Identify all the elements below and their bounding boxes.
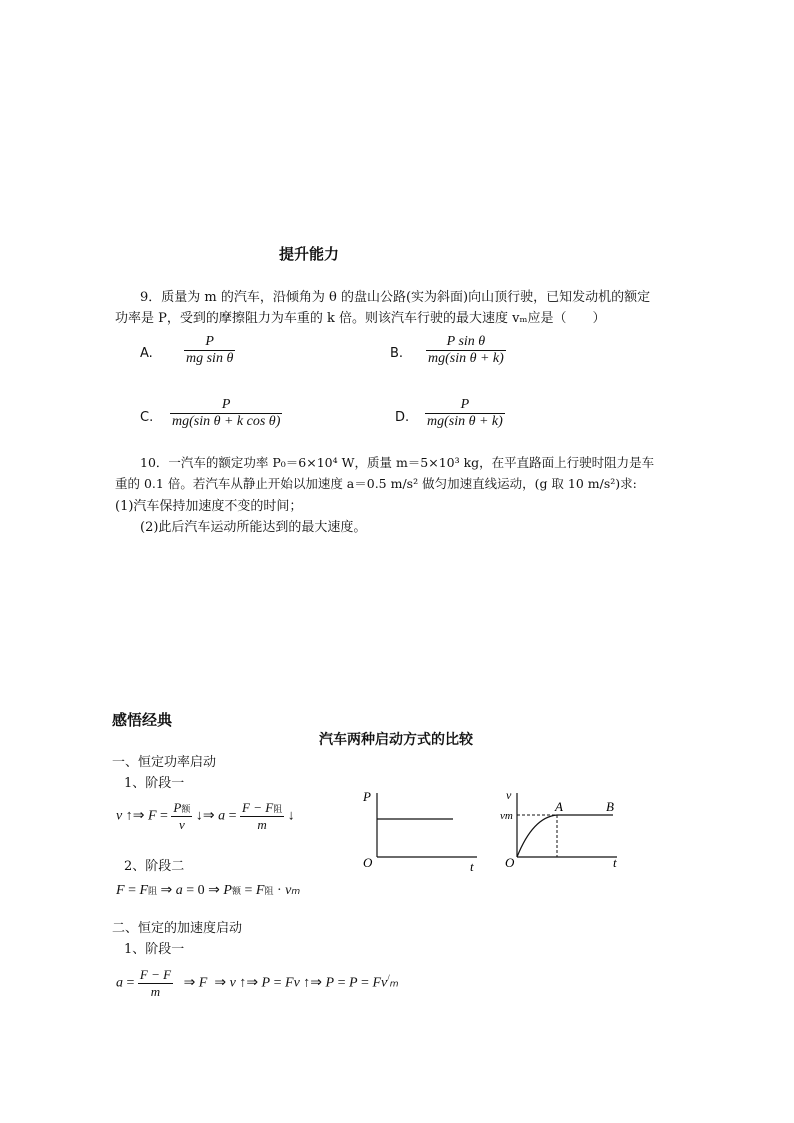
graph-velocity-time — [495, 783, 630, 875]
option-c-den: mg(sin θ + k cos θ) — [172, 414, 281, 429]
option-c-num: P — [221, 397, 231, 412]
option-c-fraction — [170, 397, 282, 430]
part1-stage1: 1、阶段一 — [124, 776, 185, 791]
option-d-den: mg(sin θ + k) — [427, 414, 503, 429]
option-d-fraction — [425, 397, 505, 430]
q9-line2: 功率是 P，受到的摩擦阻力为车重的 k 倍。则该汽车行驶的最大速度 vₘ应是（ ） — [115, 311, 606, 326]
graph2-origin: O — [505, 855, 515, 870]
q10-line3: (1)汽车保持加速度不变的时间； — [115, 499, 303, 514]
graph2-point-a: A — [555, 799, 563, 814]
q9-line1: 9．质量为 m 的汽车，沿倾角为 θ 的盘山公路(实为斜面)向山顶行驶，已知发动机的额定 — [140, 290, 651, 305]
option-c-label: C. — [140, 410, 154, 425]
graph2-xlabel: t — [613, 855, 617, 870]
option-a-label: A. — [140, 346, 153, 361]
q10-line4: (2)此后汽车运动所能达到的最大速度。 — [140, 520, 367, 535]
graph-power-time — [355, 785, 490, 875]
graph1-xlabel: t — [470, 859, 474, 874]
graph1-origin: O — [363, 855, 373, 870]
graph2-point-b: B — [606, 799, 614, 814]
graph2-vm: vm — [500, 810, 513, 822]
part1-stage2: 2、阶段二 — [124, 859, 185, 874]
q10-line1: 10．一汽车的额定功率 P₀＝6×10⁴ W，质量 m＝5×10³ kg，在平直路面上行驶时阻力是车 — [140, 455, 655, 470]
option-b-den: mg(sin θ + k) — [428, 351, 504, 366]
formula-stage1: v ↑⇒ F = $\frac{\text{P额}}{v}$ ↓⇒ a = $\frac{\text{F − F阻}}{m}$ ↓ — [116, 800, 295, 832]
option-b-num: P sin θ — [446, 334, 486, 349]
graph2-ylabel: v — [506, 788, 512, 802]
section-heading-improve: 提升能力 — [279, 245, 340, 263]
option-a-fraction — [184, 334, 235, 367]
part2-title: 二、恒定的加速度启动 — [112, 921, 243, 936]
part1-title: 一、恒定功率启动 — [112, 755, 217, 770]
option-d-label: D. — [395, 410, 410, 425]
part2-stage1: 1、阶段一 — [124, 942, 185, 957]
section-heading-classic: 感悟经典 — [112, 711, 173, 729]
formula-part2-stage1: a = $\frac{F - F}{m}$ ⇒ F ⇒ v ↑⇒ P = Fv ↑⇒ P = P = Fv/m — [116, 967, 399, 999]
option-d-num: P — [460, 397, 470, 412]
option-a-num: P — [205, 334, 214, 349]
compare-title: 汽车两种启动方式的比较 — [319, 732, 473, 748]
option-b-label: B. — [390, 346, 404, 361]
option-a-den: mg sin θ — [186, 351, 234, 366]
graph1-ylabel: P — [363, 789, 371, 804]
sub-resist: 阻 — [273, 805, 283, 815]
sub-rated: 额 — [181, 805, 191, 815]
formula-stage2: F = F阻 ⇒ a = 0 ⇒ P额 = F阻 · vm — [116, 883, 301, 898]
option-b-fraction — [426, 334, 506, 367]
q10-line2: 重的 0.1 倍。若汽车从静止开始以加速度 a＝0.5 m/s² 做匀加速直线运动，(g 取 10 m/s²)求: — [115, 476, 637, 491]
